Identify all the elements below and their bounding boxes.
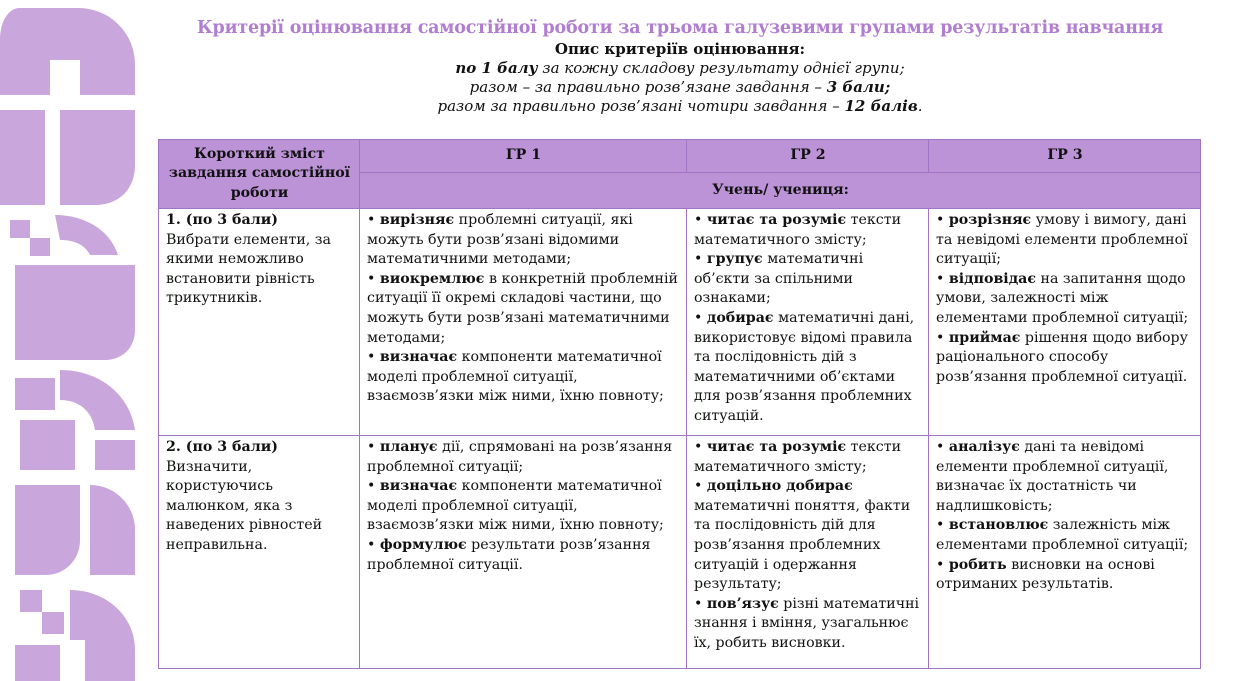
criterion-verb: планує <box>379 439 438 455</box>
criterion-text: математичні об’єкти за спільними ознаками; <box>694 251 864 307</box>
criterion-item: • аналізує дані та невідомі елементи проблемної ситуації, визначає їх достатність чи надлишковість; <box>936 439 1169 514</box>
criterion-text: тексти математичного змісту; <box>694 212 902 248</box>
criterion-text: дані та невідомі елементи проблемної ситуації, визначає їх достатність чи надлишковість; <box>936 439 1169 514</box>
task-title: 2. (по 3 бали) <box>166 439 278 455</box>
criterion-verb: приймає <box>948 329 1021 346</box>
gr2-cell <box>687 209 929 436</box>
group-header-2: ГР 2 <box>687 140 929 173</box>
criterion-text: умову і вимогу, дані та невідомі елементи проблемної ситуації; <box>936 212 1188 268</box>
criterion-verb: відповідає <box>948 270 1036 287</box>
criterion-text: математичні дані, використовує відомі правила та послідовність дій з математичними об’єктами для розв’язання проблемних ситуацій. <box>694 309 915 424</box>
criterion-item: • планує дії, спрямовані на розв’язання проблемної ситуації; <box>367 439 673 475</box>
criterion-item: • групує математичні об’єкти за спільними ознаками; <box>694 251 864 307</box>
criterion-text: тексти математичного змісту; <box>694 439 902 475</box>
criterion-item: • читає та розуміє тексти математичного змісту; <box>694 212 902 248</box>
task-summary-header: Короткий зміст завдання самостійної роботи <box>159 140 360 209</box>
criteria-line-3: разом за правильно розв’язані чотири завдання – 12 балів. <box>437 97 923 115</box>
group-header-1: ГР 1 <box>360 140 687 173</box>
criterion-item: • формулює результати розв’язання проблемної ситуації. <box>367 536 651 573</box>
task-text: Вибрати елементи, за якими неможливо встановити рівність трикутників. <box>166 231 331 307</box>
criterion-item: • добирає математичні дані, використовує відомі правила та послідовність дій з математичними об’єктами для розв’язання проблемних ситуацій. <box>694 309 915 424</box>
criterion-verb: добирає <box>706 309 774 326</box>
criterion-verb: розрізняє <box>948 212 1032 228</box>
criterion-text: висновки на основі отриманих результатів. <box>936 556 1155 593</box>
criterion-item: • визначає компоненти математичної моделі проблемної ситуації, взаємозв’язки між ними, їхню повноту; <box>367 478 664 534</box>
criterion-item: • розрізняє умову і вимогу, дані та невідомі елементи проблемної ситуації; <box>936 212 1188 268</box>
criterion-verb: доцільно добирає <box>706 478 853 495</box>
slide-title: Критерії оцінювання самостійної роботи за трьома галузевими групами результатів навчання <box>196 18 1164 38</box>
criterion-verb: формулює <box>379 536 467 553</box>
criterion-item: • приймає рішення щодо вибору раціонального способу розв’язання проблемної ситуації. <box>936 329 1188 385</box>
criteria-line-1: по 1 балу за кожну складову результату однієї групи; <box>455 59 905 77</box>
criterion-verb: виокремлює <box>379 270 485 287</box>
criterion-verb: визначає <box>379 478 458 495</box>
criterion-item: • робить висновки на основі отриманих результатів. <box>936 556 1155 593</box>
table-row <box>159 209 1201 436</box>
gr2-cell <box>687 436 929 669</box>
criterion-item: • пов’язує різні математичні знання і вміння, узагальнює їх, робить висновки. <box>694 595 920 651</box>
criterion-verb: читає та розуміє <box>706 439 847 455</box>
task-text: Визначити, користуючись малюнком, яка з наведених рівностей неправильна. <box>166 458 323 553</box>
criterion-verb: аналізує <box>948 439 1020 455</box>
gr1-cell <box>360 436 687 669</box>
criterion-item: • виокремлює в конкретній проблемній ситуації її окремі складові частини, що можуть бути розв’язані математичними методами; <box>367 270 678 346</box>
criterion-item: • читає та розуміє тексти математичного змісту; <box>694 439 902 475</box>
criterion-item: • доцільно добирає математичні поняття, факти та послідовність дій для розв’язання проблемних ситуацій і одержання результату; <box>694 478 911 593</box>
criterion-verb: групує <box>706 251 763 268</box>
criterion-text: компоненти математичної моделі проблемної ситуації, взаємозв’язки між ними, їхню повноту; <box>367 478 664 534</box>
criterion-item: • відповідає на запитання щодо умови, залежності між елементами проблемної ситуації; <box>936 270 1189 326</box>
gr1-cell <box>360 209 687 436</box>
criterion-item: • вирізняє проблемні ситуації, які можуть бути розв’язані відомими математичними методами; <box>367 212 633 268</box>
criterion-text: в конкретній проблемній ситуації її окремі складові частини, що можуть бути розв’язані математичними методами; <box>367 270 678 346</box>
criterion-text: рішення щодо вибору раціонального способу розв’язання проблемної ситуації. <box>936 329 1188 385</box>
criterion-text: математичні поняття, факти та послідовність дій для розв’язання проблемних ситуацій і одержання результату; <box>694 497 911 593</box>
criterion-verb: визначає <box>379 349 458 366</box>
criterion-text: результати розв’язання проблемної ситуації. <box>367 536 651 573</box>
task-cell <box>159 209 360 436</box>
criterion-text: дії, спрямовані на розв’язання проблемної ситуації; <box>367 439 673 475</box>
criterion-verb: встановлює <box>948 517 1049 534</box>
table-header-row <box>159 140 1201 173</box>
criterion-text: залежність між елементами проблемної ситуації; <box>936 517 1189 553</box>
criteria-table <box>158 139 1201 669</box>
criterion-text: різні математичні знання і вміння, узагальнює їх, робить висновки. <box>694 595 920 651</box>
student-subheader: Учень/ учениця: <box>360 173 1201 209</box>
criterion-verb: вирізняє <box>379 212 455 228</box>
slide-header <box>160 14 1200 116</box>
gr3-cell <box>929 209 1201 436</box>
criterion-verb: робить <box>948 556 1007 573</box>
group-header-3: ГР 3 <box>929 140 1201 173</box>
criterion-verb: пов’язує <box>706 595 779 612</box>
table-row <box>159 436 1201 669</box>
task-title: 1. (по 3 бали) <box>166 212 278 228</box>
criterion-verb: читає та розуміє <box>706 212 847 228</box>
criteria-line-2: разом – за правильно розв’язане завдання – 3 бали; <box>469 78 891 96</box>
criterion-text: проблемні ситуації, які можуть бути розв’язані відомими математичними методами; <box>367 212 633 268</box>
criterion-item: • визначає компоненти математичної моделі проблемної ситуації, взаємозв’язки між ними, їхню повноту; <box>367 349 664 405</box>
decorative-shapes <box>0 0 140 681</box>
gr3-cell <box>929 436 1201 669</box>
criterion-item: • встановлює залежність між елементами проблемної ситуації; <box>936 517 1189 553</box>
criterion-text: на запитання щодо умови, залежності між елементами проблемної ситуації; <box>936 270 1189 326</box>
criterion-text: компоненти математичної моделі проблемної ситуації, взаємозв’язки між ними, їхню повноту; <box>367 349 664 405</box>
task-cell <box>159 436 360 669</box>
criteria-subtitle: Опис критеріїв оцінювання: <box>554 40 806 58</box>
